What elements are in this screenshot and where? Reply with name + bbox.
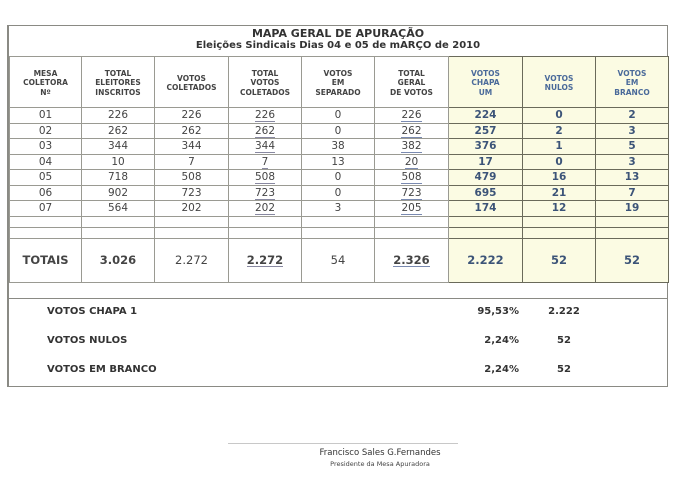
totals-cell	[375, 238, 449, 282]
table-cell: 257	[449, 123, 523, 139]
table-cell: 1	[523, 139, 596, 155]
empty-cell	[302, 216, 375, 227]
table-row	[10, 170, 669, 186]
table-cell: 0	[302, 170, 375, 186]
empty-cell	[10, 216, 82, 227]
table-cell: 344	[155, 139, 229, 155]
empty-cell	[155, 216, 229, 227]
table-cell: 202	[155, 201, 229, 217]
table-cell: 01	[10, 108, 82, 124]
table-cell: 0	[302, 185, 375, 201]
table-cell: 17	[449, 154, 523, 170]
table-cell: 7	[596, 185, 669, 201]
table-cell: 262	[155, 123, 229, 139]
table-cell: 262	[82, 123, 155, 139]
empty-cell	[596, 227, 669, 238]
table-cell: 2	[523, 123, 596, 139]
summary-value: 52	[557, 364, 571, 375]
table-row	[10, 185, 669, 201]
table-row	[10, 201, 669, 217]
empty-cell	[82, 216, 155, 227]
summary-value: 52	[557, 335, 571, 346]
totals-row	[10, 238, 669, 282]
column-header: VOTOS EM SEPARADO	[302, 57, 375, 108]
empty-cell	[229, 216, 302, 227]
table-cell: 13	[302, 154, 375, 170]
totals-cell: 2.272	[155, 238, 229, 282]
empty-cell	[449, 227, 523, 238]
document-title: MAPA GERAL DE APURAÇÃO	[251, 27, 425, 40]
table-cell: 0	[523, 154, 596, 170]
empty-cell	[523, 216, 596, 227]
table-row	[10, 123, 669, 139]
table-cell	[229, 139, 302, 155]
table-cell: 19	[596, 201, 669, 217]
summary-percent: 95,53%	[477, 306, 519, 317]
table-cell: 3	[596, 123, 669, 139]
table-cell: 376	[449, 139, 523, 155]
cell-value: 7	[261, 155, 269, 168]
table-cell: 07	[10, 201, 82, 217]
summary-row-nulos	[9, 327, 667, 356]
empty-cell	[10, 227, 82, 238]
table-cell: 02	[10, 123, 82, 139]
summary-percent: 2,24%	[484, 335, 519, 346]
cell-value: 226	[401, 109, 422, 122]
table-row	[10, 139, 669, 155]
table-cell: 226	[155, 108, 229, 124]
table-cell: 564	[82, 201, 155, 217]
table-cell: 718	[82, 170, 155, 186]
table-cell: 5	[596, 139, 669, 155]
table-cell	[375, 123, 449, 139]
table-cell: 2	[596, 108, 669, 124]
cell-value: 508	[254, 171, 276, 184]
cell-value: 20	[404, 155, 419, 168]
table-cell: 16	[523, 170, 596, 186]
table-cell	[229, 108, 302, 124]
cell-value: 344	[254, 140, 276, 153]
column-header: TOTAL ELEITORES INSCRITOS	[82, 57, 155, 108]
cell-value: 262	[254, 124, 276, 137]
totals-label: TOTAIS	[10, 238, 82, 282]
table-cell: 21	[523, 185, 596, 201]
table-cell: 06	[10, 185, 82, 201]
table-cell	[375, 154, 449, 170]
empty-cell	[302, 227, 375, 238]
empty-cell	[596, 216, 669, 227]
table-cell: 10	[82, 154, 155, 170]
summary-row-chapa	[9, 298, 667, 327]
cell-value: 205	[401, 202, 422, 215]
summary-label: VOTOS NULOS	[47, 335, 128, 346]
table-cell: 695	[449, 185, 523, 201]
table-cell: 04	[10, 154, 82, 170]
totals-cell: 2.222	[449, 238, 523, 282]
cell-value: 2.272	[246, 253, 284, 267]
signature-role: Presidente da Mesa Apuradora	[330, 460, 430, 468]
spacer-row	[9, 281, 667, 299]
summary-row-branco	[9, 356, 667, 385]
cell-value: 262	[401, 124, 422, 137]
table-cell	[229, 154, 302, 170]
table-cell: 226	[82, 108, 155, 124]
table-cell: 38	[302, 139, 375, 155]
table-row	[10, 154, 669, 170]
signature-line	[228, 443, 458, 444]
table-cell	[375, 185, 449, 201]
column-header: TOTAL VOTOS COLETADOS	[229, 57, 302, 108]
cell-value: 202	[254, 202, 276, 215]
table-cell: 3	[596, 154, 669, 170]
table-cell: 344	[82, 139, 155, 155]
table-cell: 479	[449, 170, 523, 186]
results-table	[9, 56, 669, 283]
table-cell	[375, 201, 449, 217]
column-header: VOTOS CHAPA UM	[449, 57, 523, 108]
table-cell: 3	[302, 201, 375, 217]
summary-label: VOTOS CHAPA 1	[47, 306, 138, 317]
title-box	[9, 26, 667, 57]
summary-percent: 2,24%	[484, 364, 519, 375]
table-cell: 0	[302, 108, 375, 124]
empty-cell	[82, 227, 155, 238]
cell-value: 723	[254, 186, 276, 199]
totals-cell: 3.026	[82, 238, 155, 282]
table-cell	[375, 139, 449, 155]
column-header: VOTOS EM BRANCO	[596, 57, 669, 108]
table-cell	[229, 170, 302, 186]
table-cell	[229, 123, 302, 139]
table-cell: 224	[449, 108, 523, 124]
table-cell: 508	[155, 170, 229, 186]
empty-cell	[229, 227, 302, 238]
cell-value: 508	[401, 171, 422, 184]
table-cell	[375, 170, 449, 186]
empty-cell	[449, 216, 523, 227]
column-header: TOTAL GERAL DE VOTOS	[375, 57, 449, 108]
table-cell: 12	[523, 201, 596, 217]
empty-row	[10, 227, 669, 238]
totals-cell: 52	[523, 238, 596, 282]
summary-section	[9, 298, 667, 385]
totals-cell: 52	[596, 238, 669, 282]
summary-label: VOTOS EM BRANCO	[47, 364, 157, 375]
totals-cell	[229, 238, 302, 282]
cell-value: 382	[401, 140, 422, 153]
signature-name: Francisco Sales G.Fernandes	[319, 448, 441, 458]
table-cell: 7	[155, 154, 229, 170]
cell-value: 226	[254, 109, 276, 122]
header-row	[10, 57, 669, 108]
empty-cell	[375, 227, 449, 238]
column-header: MESA COLETORA Nº	[10, 57, 82, 108]
column-header: VOTOS COLETADOS	[155, 57, 229, 108]
empty-cell	[155, 227, 229, 238]
table-cell: 902	[82, 185, 155, 201]
table-cell: 13	[596, 170, 669, 186]
totals-cell: 54	[302, 238, 375, 282]
table-cell: 723	[155, 185, 229, 201]
cell-value: 2.326	[393, 253, 430, 267]
table-cell: 174	[449, 201, 523, 217]
tally-sheet	[7, 25, 668, 387]
table-cell: 0	[523, 108, 596, 124]
column-header: VOTOS NULOS	[523, 57, 596, 108]
empty-cell	[523, 227, 596, 238]
table-cell	[229, 185, 302, 201]
table-cell	[375, 108, 449, 124]
table-cell	[229, 201, 302, 217]
table-row	[10, 108, 669, 124]
empty-cell	[375, 216, 449, 227]
table-cell: 05	[10, 170, 82, 186]
table-cell: 03	[10, 139, 82, 155]
cell-value: 723	[401, 186, 422, 199]
empty-row	[10, 216, 669, 227]
table-cell: 0	[302, 123, 375, 139]
document-subtitle: Eleições Sindicais Dias 04 e 05 de mARÇO de 2010	[195, 40, 481, 51]
summary-value: 2.222	[548, 306, 580, 317]
